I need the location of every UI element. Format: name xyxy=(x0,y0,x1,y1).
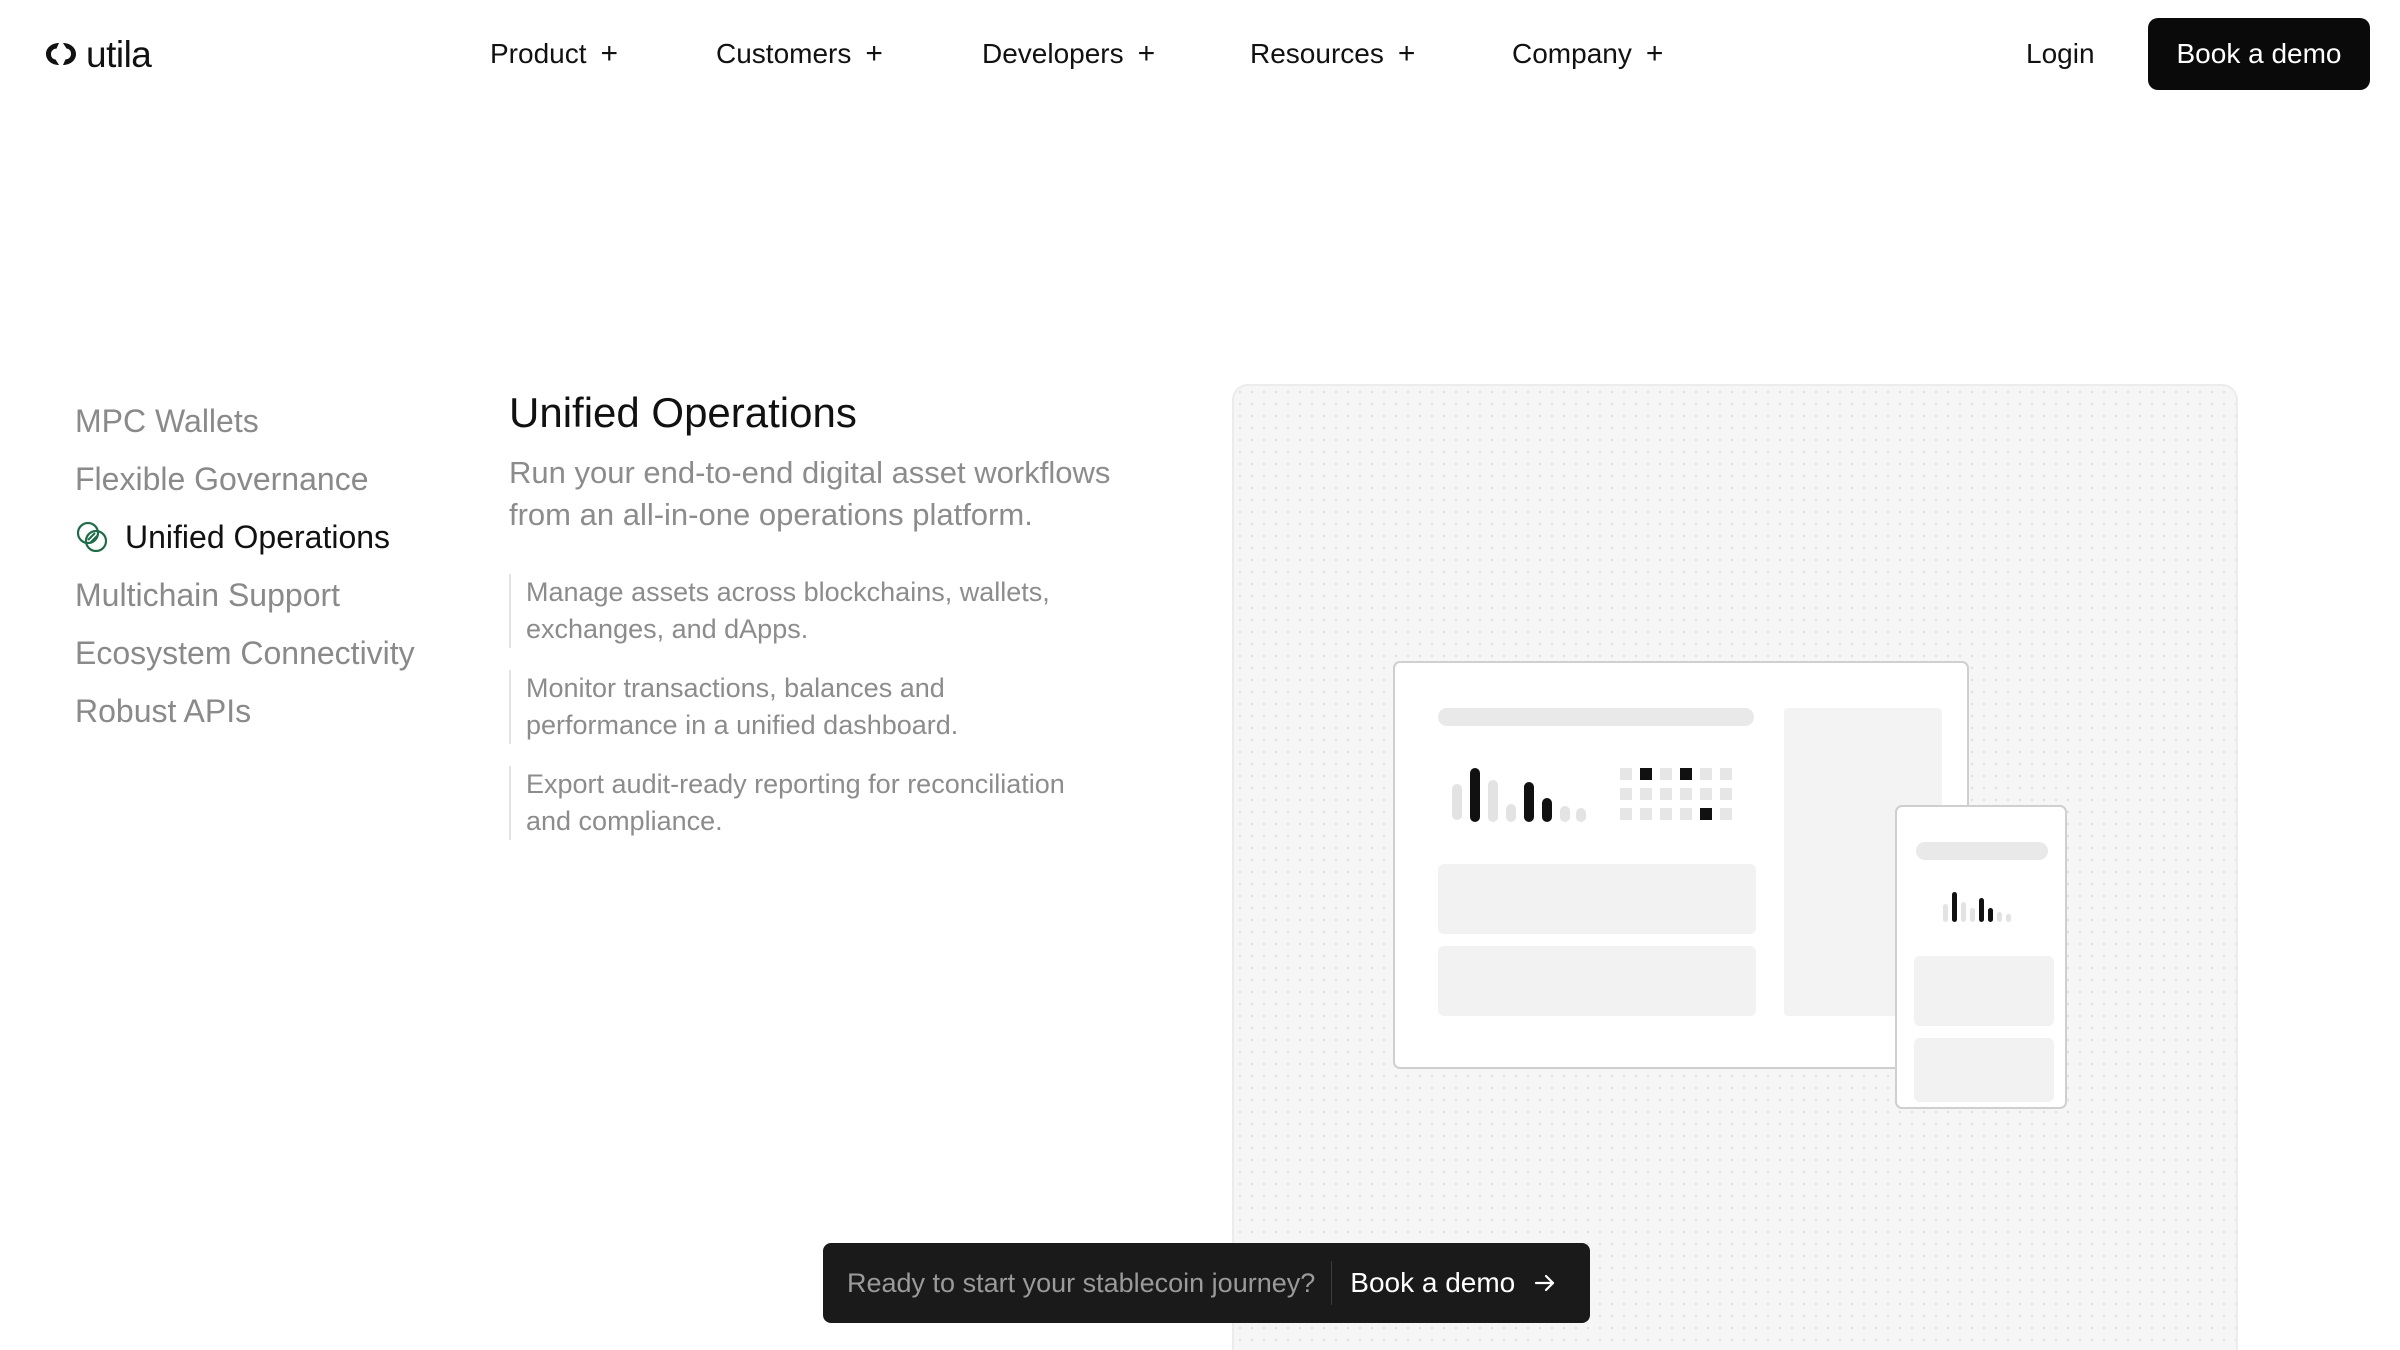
site-header xyxy=(0,0,2400,108)
login-link[interactable]: Login xyxy=(2026,38,2095,69)
cta-divider xyxy=(1331,1261,1332,1305)
desktop-mockup xyxy=(1394,662,1968,1068)
nav-resources[interactable] xyxy=(1250,33,1512,75)
utila-logo-icon xyxy=(42,39,80,69)
plus-icon: + xyxy=(1645,37,1664,70)
nav-resources-label: Resources xyxy=(1250,38,1384,69)
nav-developers[interactable] xyxy=(982,33,1250,75)
book-demo-button[interactable]: Book a demo xyxy=(2148,18,2370,90)
cta-book-demo-link[interactable] xyxy=(1350,1267,1557,1299)
nav-product[interactable] xyxy=(490,33,716,75)
feature-item-label: MPC Wallets xyxy=(75,402,259,439)
linked-circles-icon xyxy=(75,520,109,554)
mobile-mockup xyxy=(1896,806,2066,1108)
nav-customers-label: Customers xyxy=(716,38,852,69)
nav-customers[interactable] xyxy=(716,33,982,75)
feature-item-unified-operations[interactable] xyxy=(75,508,455,566)
cta-bar xyxy=(823,1243,1590,1323)
feature-lead: Run your end-to-end digital asset workflows from an all-in-one operations platform. xyxy=(509,455,1111,532)
feature-item-label: Flexible Governance xyxy=(75,460,369,497)
feature-bullet: Manage assets across blockchains, wallets, exchanges, and dApps. xyxy=(509,574,1089,648)
nav-company[interactable] xyxy=(1512,33,1682,75)
feature-item-mpc-wallets[interactable] xyxy=(75,392,455,450)
nav-product-label: Product xyxy=(490,38,587,69)
utila-logo[interactable] xyxy=(42,34,151,74)
feature-title: Unified Operations xyxy=(509,389,857,436)
feature-bullets xyxy=(509,574,1129,840)
feature-item-robust-apis[interactable] xyxy=(75,682,455,740)
nav-company-label: Company xyxy=(1512,38,1632,69)
nav-developers-label: Developers xyxy=(982,38,1124,69)
feature-item-flexible-governance[interactable] xyxy=(75,450,455,508)
arrow-right-icon xyxy=(1533,1271,1557,1295)
feature-bullet: Export audit-ready reporting for reconciliation and compliance. xyxy=(509,766,1089,840)
feature-item-multichain-support[interactable] xyxy=(75,566,455,624)
plus-icon: + xyxy=(600,37,619,70)
feature-item-label: Robust APIs xyxy=(75,692,252,729)
plus-icon: + xyxy=(1137,37,1156,70)
feature-item-ecosystem-connectivity[interactable] xyxy=(75,624,455,682)
feature-nav xyxy=(75,392,455,740)
feature-content xyxy=(509,386,1129,862)
dashboard-illustration xyxy=(1234,386,2238,1350)
feature-item-label: Multichain Support xyxy=(75,576,341,613)
cta-text: Ready to start your stablecoin journey? xyxy=(847,1267,1316,1298)
main-nav xyxy=(490,33,1682,75)
logo-wordmark: utila xyxy=(86,33,152,75)
cta-link-label: Book a demo xyxy=(1350,1267,1516,1298)
feature-item-label: Unified Operations xyxy=(125,518,391,555)
feature-item-label: Ecosystem Connectivity xyxy=(75,634,415,671)
feature-bullet: Monitor transactions, balances and performance in a unified dashboard. xyxy=(509,670,1089,744)
illustration-panel xyxy=(1232,384,2238,1350)
plus-icon: + xyxy=(1397,37,1416,70)
plus-icon: + xyxy=(865,37,883,70)
